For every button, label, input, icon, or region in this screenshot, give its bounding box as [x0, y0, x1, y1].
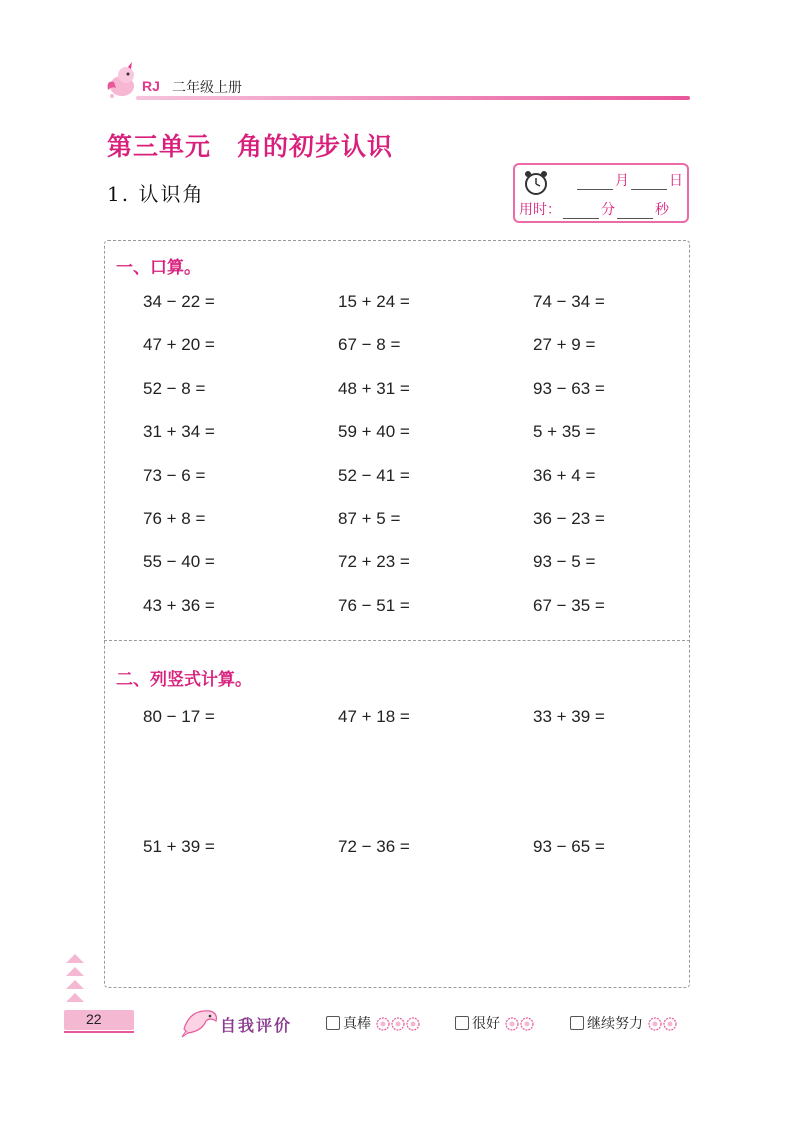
page-tab-underline [64, 1031, 134, 1033]
page-header [100, 62, 690, 102]
math-problem: 33 + 39 = [533, 707, 605, 726]
problem-row [0, 379, 800, 403]
date-time-box [513, 163, 689, 223]
math-problem: 80 − 17 = [143, 707, 215, 726]
math-problem: 67 − 8 = [338, 335, 401, 355]
math-problem: 36 + 4 = [533, 465, 596, 485]
option-great[interactable] [326, 1013, 420, 1033]
unit-title: 第三单元 角的初步认识 [107, 132, 394, 161]
math-problem: 76 − 51 = [338, 595, 410, 615]
section2-title: 二、列竖式计算。 [116, 670, 252, 690]
problem-row [0, 552, 800, 576]
math-problem: 72 − 36 = [338, 837, 410, 856]
edition-code: RJ [142, 78, 160, 94]
math-problem: 52 − 8 = [143, 378, 206, 398]
section1-title: 一、口算。 [116, 258, 201, 278]
math-problem: 52 − 41 = [338, 465, 410, 485]
math-problem: 93 − 65 = [533, 837, 605, 856]
flower-icon [406, 1017, 420, 1031]
flower-icon [376, 1017, 390, 1031]
option-keep-trying[interactable] [570, 1013, 677, 1033]
date-row [575, 170, 683, 190]
flower-icon [505, 1017, 519, 1031]
math-problem: 34 − 22 = [143, 292, 215, 311]
math-problem: 47 + 20 = [143, 335, 215, 355]
math-problem: 72 + 23 = [338, 552, 410, 572]
good-checkbox[interactable] [455, 1016, 469, 1030]
math-problem: 15 + 24 = [338, 292, 410, 311]
minute-label: 分 [601, 202, 615, 218]
second-label: 秒 [655, 202, 669, 218]
lesson-title: 1. 认识角 [107, 182, 205, 206]
math-problem: 27 + 9 = [533, 335, 596, 355]
month-label: 月 [615, 173, 629, 189]
day-label: 日 [669, 173, 683, 189]
header-rule [136, 96, 690, 100]
section-divider [104, 640, 690, 641]
math-problem: 87 + 5 = [338, 509, 401, 528]
page-number: 22 [86, 1011, 102, 1027]
month-blank[interactable] [577, 175, 613, 190]
math-problem: 55 − 40 = [143, 552, 215, 572]
second-blank[interactable] [617, 204, 653, 219]
unicorn-mascot-icon [104, 62, 140, 100]
problem-row [0, 509, 800, 533]
math-problem: 48 + 31 = [338, 378, 410, 398]
alarm-clock-icon [523, 170, 549, 196]
problem-row [0, 837, 800, 861]
triangle-decoration-icon [64, 954, 86, 1004]
great-checkbox[interactable] [326, 1016, 340, 1030]
problem-row [0, 335, 800, 359]
flower-icon [663, 1017, 677, 1031]
math-problem: 51 + 39 = [143, 837, 215, 856]
math-problem: 59 + 40 = [338, 422, 410, 442]
math-problem: 93 − 5 = [533, 552, 596, 572]
math-problem: 74 − 34 = [533, 292, 605, 311]
math-problem: 47 + 18 = [338, 707, 410, 726]
option-keep-trying-label: 继续努力 [587, 1016, 643, 1032]
self-evaluation-title: 自我评价 [220, 1016, 293, 1035]
math-problem: 31 + 34 = [143, 422, 215, 442]
math-problem: 93 − 63 = [533, 378, 605, 398]
flower-icon [391, 1017, 405, 1031]
self-evaluation [180, 1003, 700, 1043]
time-row [519, 199, 669, 219]
minute-blank[interactable] [563, 204, 599, 219]
day-blank[interactable] [631, 175, 667, 190]
flower-icon [648, 1017, 662, 1031]
problem-row [0, 596, 800, 620]
problem-row [0, 466, 800, 490]
flower-icon [520, 1017, 534, 1031]
problem-row [0, 292, 800, 316]
problem-row [0, 707, 800, 731]
math-problem: 36 − 23 = [533, 509, 605, 528]
math-problem: 73 − 6 = [143, 465, 206, 485]
option-great-label: 真棒 [343, 1016, 371, 1032]
math-problem: 43 + 36 = [143, 595, 215, 615]
math-problem: 67 − 35 = [533, 595, 605, 615]
math-problem: 76 + 8 = [143, 509, 206, 528]
option-good-label: 很好 [472, 1016, 500, 1032]
option-good[interactable] [455, 1013, 534, 1033]
grade-label: 二年级上册 [172, 80, 242, 96]
math-problem: 5 + 35 = [533, 422, 596, 442]
keep-trying-checkbox[interactable] [570, 1016, 584, 1030]
time-label: 用时： [519, 202, 561, 218]
problem-row [0, 422, 800, 446]
dolphin-mascot-icon [180, 1003, 222, 1039]
